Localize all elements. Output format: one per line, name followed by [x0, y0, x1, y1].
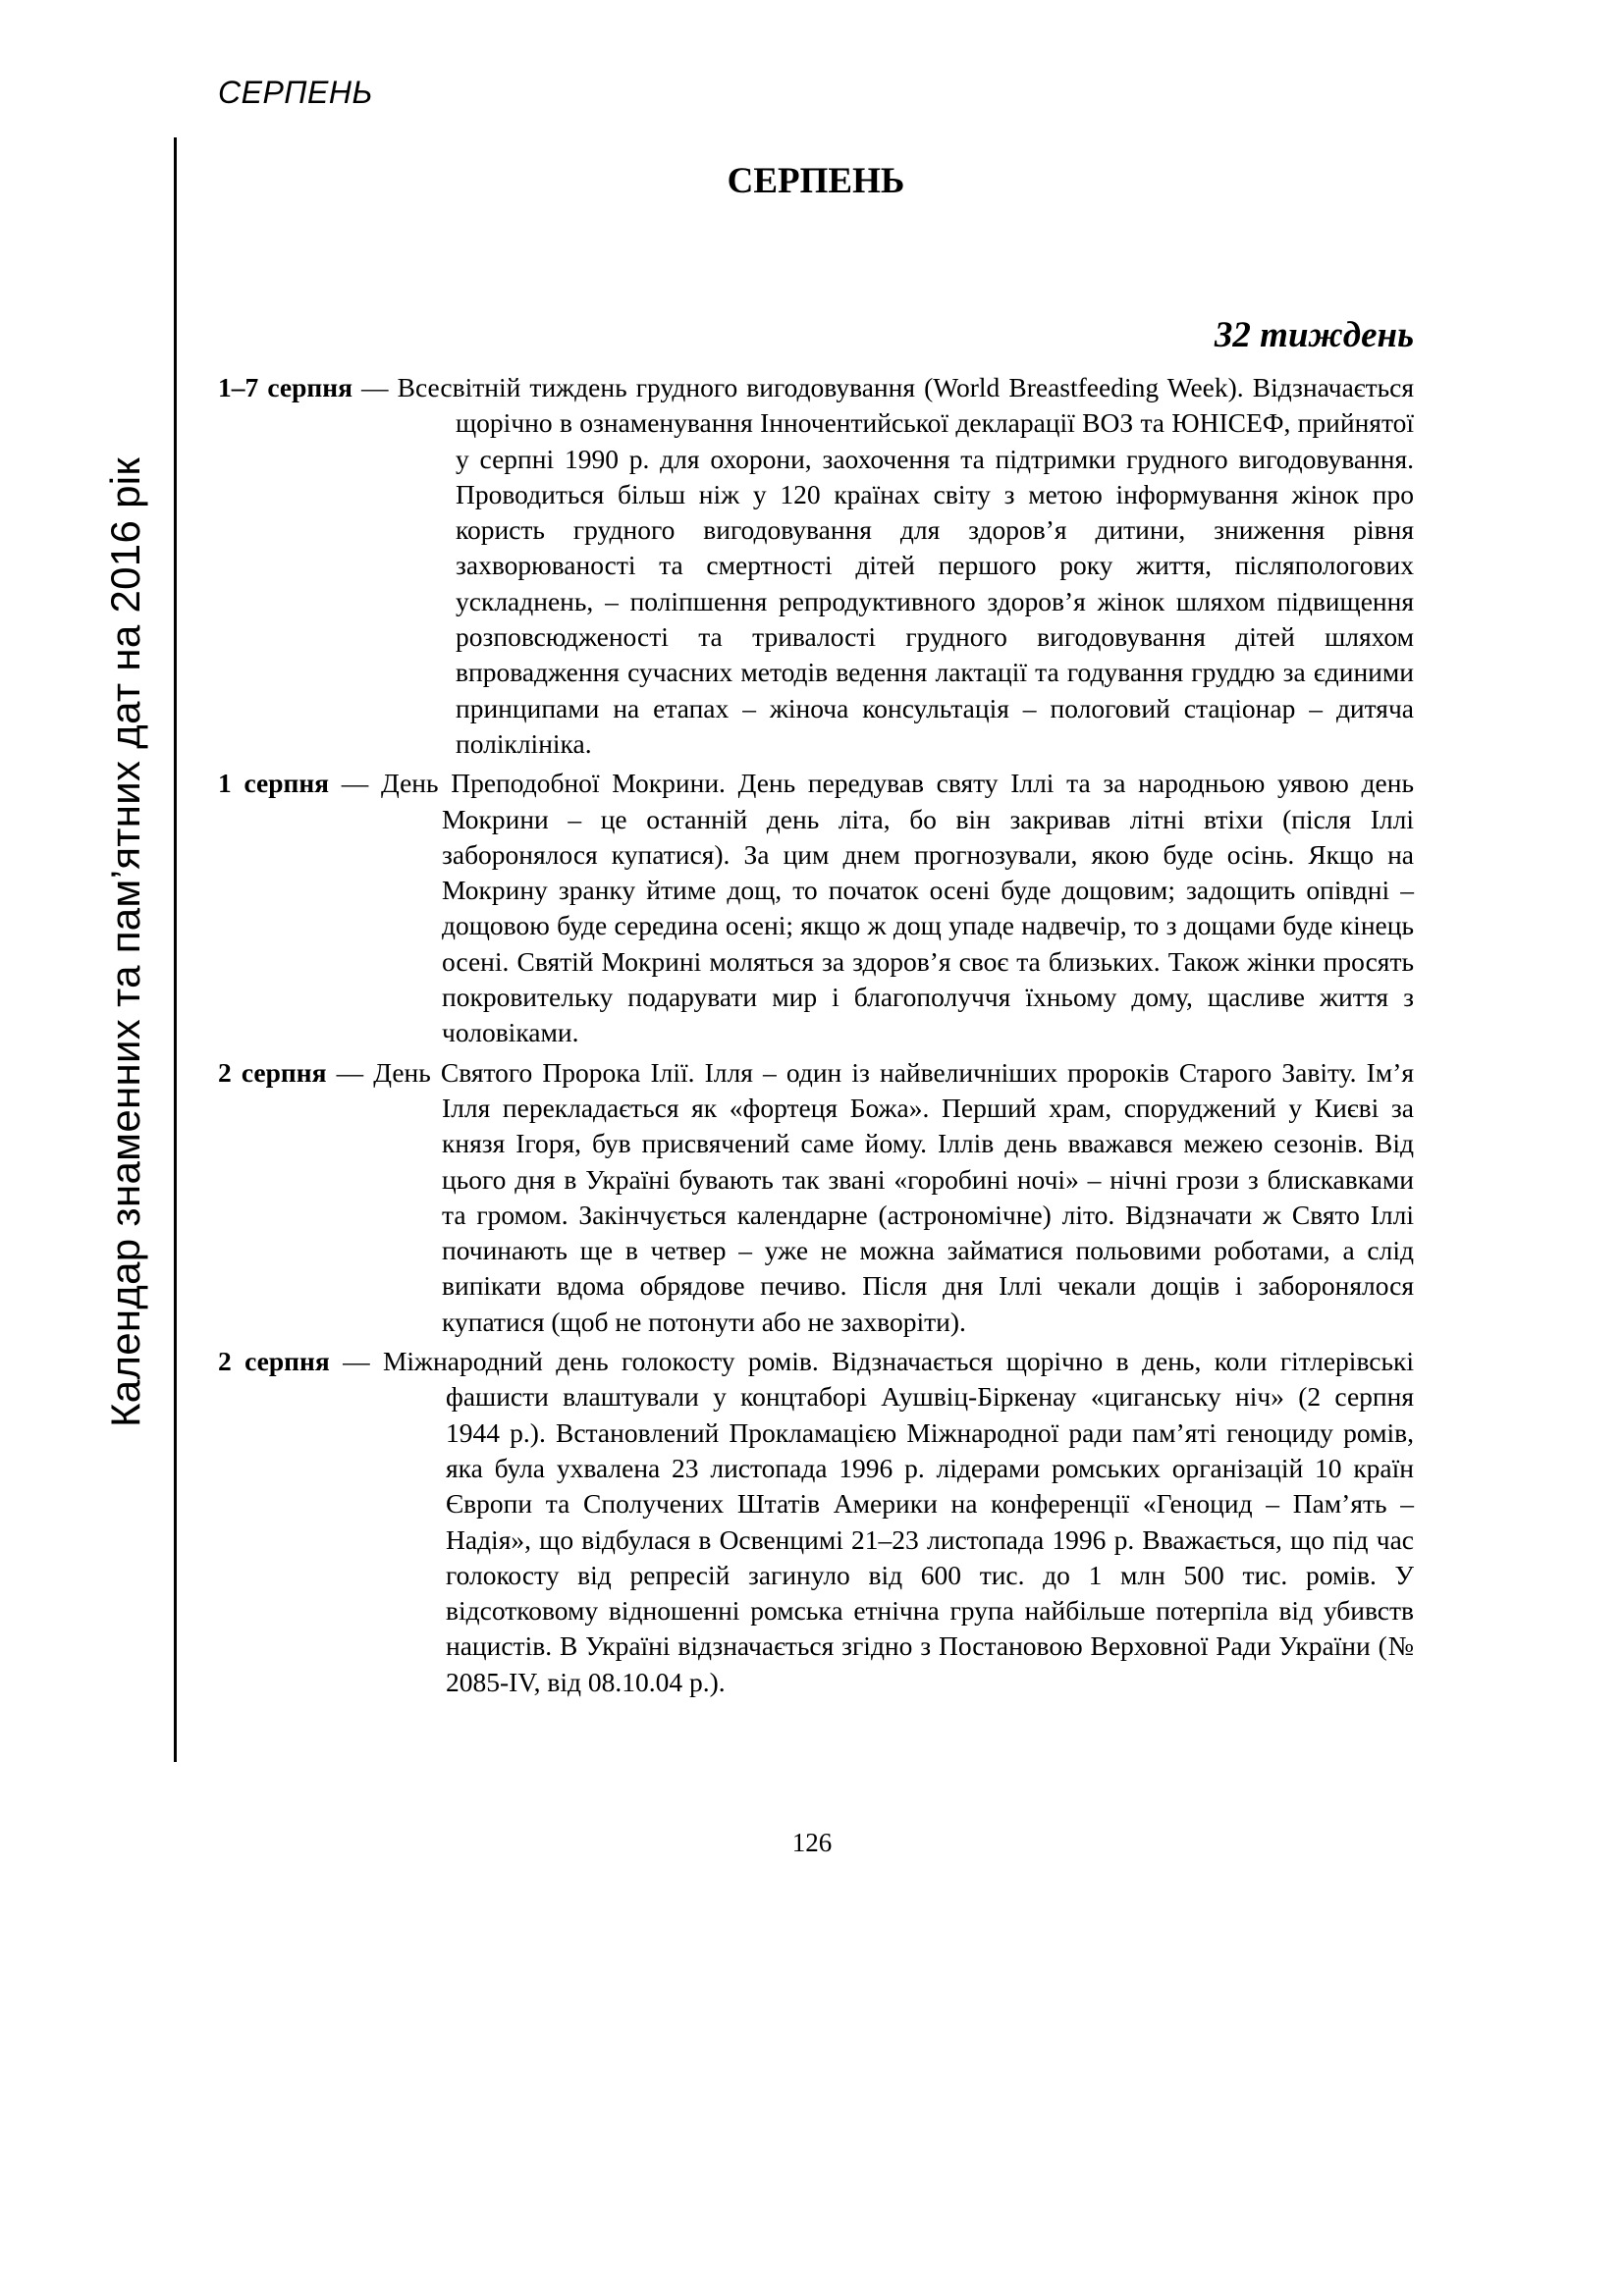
entries-list	[218, 370, 1414, 1704]
entry-date: 2 серпня	[218, 1056, 327, 1088]
entry-text: День Преподобної Мокрини. День передував святу Іллі та за народньою уявою день Мокрини – це останній день літа, бо він закривав літні втіхи (після Іллі заборонялося купатися). За цим днем прогнозували, якою буде осінь. Якщо на Мокрину зранку йтиме дощ, то початок осені буде дощовим; задощить опівдні – дощовою буде середина осені; якщо ж дощ упаде надвечір, то з дощами буде кінець осені. Святій Мокрині моляться за здоров’я своє та близьких. Також жінки просять покровительку подарувати мир і благополуччя їхньому дому, щасливе життя з чоловіками.	[380, 768, 1415, 1048]
running-head: СЕРПЕНЬ	[218, 75, 373, 110]
entry-dash: —	[352, 372, 398, 402]
entry-text: Всесвітній тиждень грудного вигодовування (World Breastfeeding Week). Відзначається щорічно в ознаменування Інночентийської декларації ВОЗ та ЮНІСЕФ, прийнятої у серпні 1990 р. для охорони, заохочення та підтримки грудного вигодовування. Проводиться більш ніж у 120 країнах світу з метою інформування жінок про користь грудного вигодовування для здоров’я дитини, зниження рівня захворюваності та смертності дітей першого року життя, післяпологових ускладнень, – поліпшення репродуктивного здоров’я жінок шляхом підвищення розповсюдженості та тривалості грудного вигодовування дітей шляхом впровадження сучасних методів ведення лактації та годування груддю за єдиними принципами на етапах – жіноча консультація – пологовий стаціонар – дитяча поліклініка.	[397, 372, 1414, 759]
week-label: 32 тиждень	[1214, 315, 1414, 355]
entry	[218, 370, 1414, 762]
entry-date: 1–7 серпня	[218, 372, 352, 402]
entry	[218, 1344, 1414, 1700]
entry	[218, 1055, 1414, 1340]
entry-dash: —	[329, 768, 381, 799]
entry-date: 1 серпня	[218, 768, 330, 799]
entry-dash: —	[329, 1346, 383, 1377]
month-title: СЕРПЕНЬ	[727, 161, 905, 201]
side-rule	[174, 137, 177, 1762]
page-number: 126	[791, 1828, 833, 1857]
entry-text: День Святого Пророка Ілії. Ілля – один із найвеличніших пророків Старого Завіту. Ім’я Ілля перекладається як «фортеця Божа». Перший храм, споруджений у Києві за князя Ігоря, був присвячений саме йому. Іллів день вважався межею сезонів. Від цього дня в Україні бувають так звані «горобині ночі» – нічні грози з блискавками та громом. Закінчується календарне (астрономічне) літо. Відзначати ж Свято Іллі починають ще в четвер – уже не можна займатися польовими роботами, а слід випікати вдома обрядове печиво. Після дня Іллі чекали дощів і заборонялося купатися (щоб не потонути або не захворіти).	[373, 1056, 1415, 1337]
entry-date: 2 серпня	[218, 1346, 330, 1377]
entry-text: Міжнародний день голокосту ромів. Відзначається щорічно в день, коли гітлерівські фашисти влаштували у концтаборі Аушвіц-Біркенау «циганську ніч» (2 серпня 1944 р.). Встановлений Прокламацією Міжнародної ради пам’яті геноциду ромів, яка була ухвалена 23 листопада 1996 р. лідерами ромських організацій 10 країн Європи та Сполучених Штатів Америки на конференції «Геноцид – Пам’ять – Надія», що відбулася в Освенцимі 21–23 листопада 1996 р. Вважається, що під час голокосту від репресій загинуло від 600 тис. до 1 млн 500 тис. ромів. У відсотковому відношенні ромська етнічна група найбільше потерпіла від убивств нацистів. В Україні відзначається згідно з Постановою Верховної Ради України (№ 2085-IV, від 08.10.04 р.).	[382, 1346, 1415, 1697]
side-caption: Календар знаменних та пам’ятних дат на 2016 рік	[102, 456, 148, 1428]
entry-dash: —	[326, 1056, 374, 1088]
entry	[218, 766, 1414, 1050]
